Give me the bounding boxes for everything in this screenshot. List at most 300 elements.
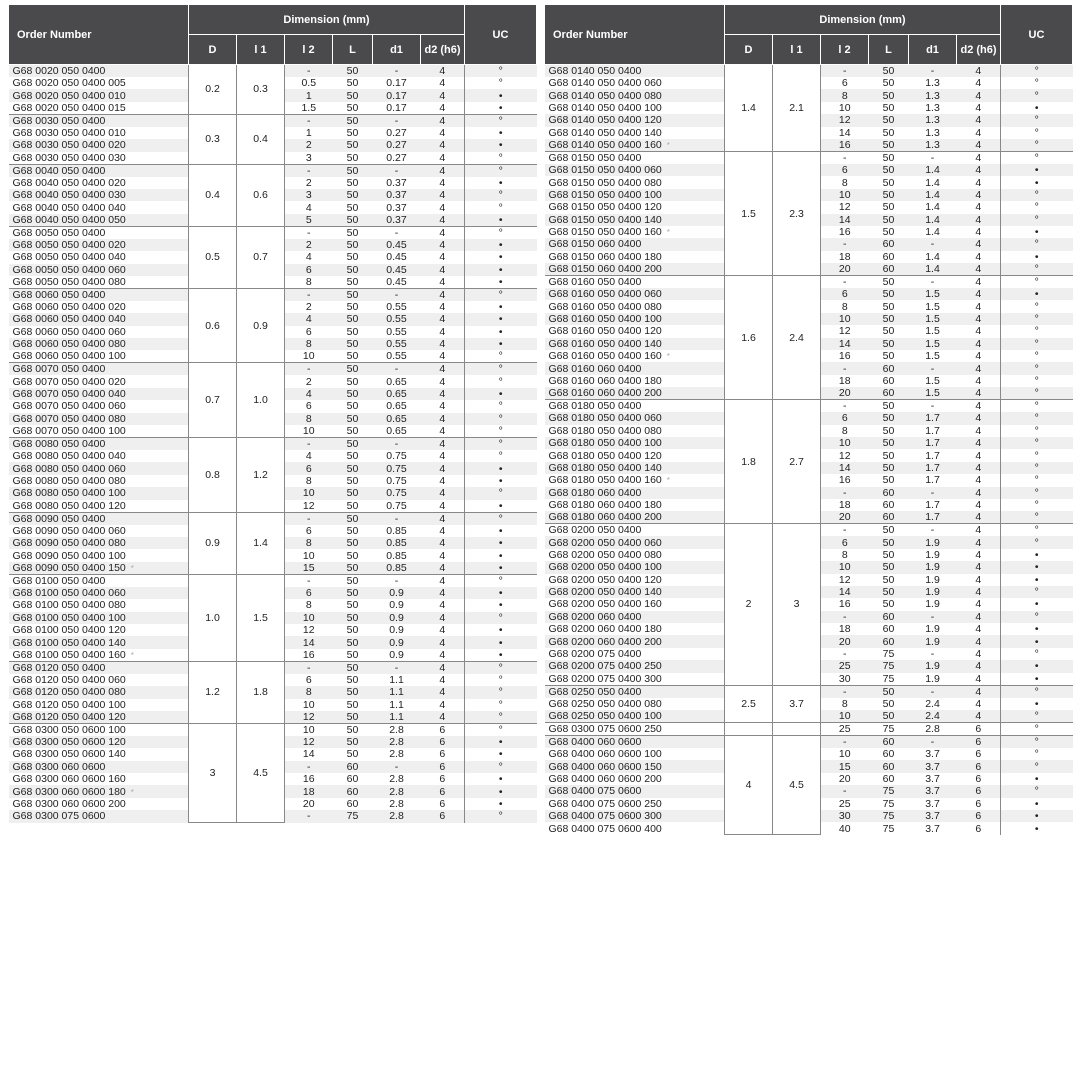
d1-cell: 0.9 bbox=[373, 612, 421, 624]
d1-cell: 1.5 bbox=[909, 350, 957, 362]
table-row bbox=[9, 438, 537, 451]
order-number: G68 0090 050 0400 150 bbox=[12, 561, 126, 574]
d1-cell: 0.9 bbox=[373, 636, 421, 648]
l2-cell: 0.5 bbox=[285, 77, 333, 89]
d1-cell: 1.5 bbox=[909, 288, 957, 300]
uc-cell: • bbox=[465, 773, 537, 785]
l2-cell: - bbox=[821, 685, 869, 698]
order-number: G68 0160 060 0400 bbox=[548, 362, 642, 375]
uc-cell: ° bbox=[465, 413, 537, 425]
l2-cell: 18 bbox=[285, 785, 333, 797]
order-number-cell bbox=[9, 239, 189, 251]
d1-cell: 0.75 bbox=[373, 462, 421, 474]
l2-cell: 15 bbox=[285, 562, 333, 575]
l2-cell: 6 bbox=[821, 77, 869, 89]
length-cell: 50 bbox=[333, 413, 373, 425]
uc-cell: ° bbox=[1001, 114, 1073, 126]
d1-cell: 1.5 bbox=[909, 338, 957, 350]
d1-cell: 1.7 bbox=[909, 449, 957, 461]
uc-cell: • bbox=[1001, 288, 1073, 300]
order-number-cell bbox=[9, 301, 189, 313]
length-cell: 50 bbox=[869, 214, 909, 226]
uc-cell: ° bbox=[1001, 437, 1073, 449]
d2-cell: 4 bbox=[957, 524, 1001, 537]
length-cell: 50 bbox=[869, 189, 909, 201]
uc-cell: ° bbox=[465, 363, 537, 376]
order-number-cell bbox=[9, 574, 189, 587]
table-row bbox=[545, 736, 1073, 749]
d2-cell: 4 bbox=[957, 499, 1001, 511]
length-cell: 50 bbox=[333, 574, 373, 587]
d2-cell: 4 bbox=[421, 674, 465, 686]
l2-cell: 30 bbox=[821, 810, 869, 822]
uc-cell: • bbox=[465, 177, 537, 189]
length-cell: 50 bbox=[869, 276, 909, 289]
length-cell: 50 bbox=[333, 475, 373, 487]
uc-cell: • bbox=[465, 525, 537, 537]
length-cell: 50 bbox=[333, 114, 373, 127]
d1-cell: 2.8 bbox=[373, 773, 421, 785]
order-number-cell bbox=[9, 810, 189, 822]
d2-cell: 4 bbox=[421, 89, 465, 101]
d1-cell: - bbox=[909, 362, 957, 374]
d2-cell: 4 bbox=[421, 388, 465, 400]
d1-cell: 0.27 bbox=[373, 139, 421, 151]
order-number: G68 0200 075 0400 300 bbox=[548, 672, 662, 685]
d2-cell: 4 bbox=[421, 400, 465, 412]
l2-cell: 14 bbox=[821, 586, 869, 598]
d1-cell: 1.7 bbox=[909, 511, 957, 524]
uc-cell: • bbox=[465, 102, 537, 115]
l1-cell: 4.5 bbox=[237, 723, 285, 822]
order-number: G68 0080 050 0400 120 bbox=[12, 499, 126, 512]
d2-cell: 6 bbox=[957, 822, 1001, 834]
length-cell: 60 bbox=[869, 736, 909, 749]
d1-cell: 2.8 bbox=[373, 723, 421, 736]
order-number-cell bbox=[545, 673, 725, 686]
order-number: G68 0040 050 0400 050 bbox=[12, 213, 126, 226]
d1-cell: - bbox=[373, 226, 421, 239]
uc-cell: ° bbox=[1001, 760, 1073, 772]
header-uc: UC bbox=[1001, 5, 1073, 65]
star-marker: * bbox=[130, 650, 134, 660]
length-cell: 75 bbox=[869, 648, 909, 660]
length-cell: 50 bbox=[869, 325, 909, 337]
l2-cell: - bbox=[285, 288, 333, 301]
d2-cell: 4 bbox=[957, 176, 1001, 188]
d2-cell: 4 bbox=[957, 673, 1001, 686]
l2-cell: 4 bbox=[285, 313, 333, 325]
l2-cell: 12 bbox=[821, 201, 869, 213]
l2-cell: 16 bbox=[821, 474, 869, 486]
order-number-cell bbox=[9, 326, 189, 338]
diameter-cell: 0.5 bbox=[189, 226, 237, 288]
order-number-cell bbox=[9, 313, 189, 325]
l2-cell: 8 bbox=[285, 338, 333, 350]
uc-cell: ° bbox=[1001, 400, 1073, 413]
d2-cell: 4 bbox=[421, 350, 465, 363]
d1-cell: - bbox=[909, 400, 957, 413]
order-number-cell bbox=[545, 288, 725, 300]
length-cell: 60 bbox=[869, 362, 909, 374]
length-cell: 50 bbox=[869, 313, 909, 325]
order-number-cell bbox=[9, 350, 189, 363]
l2-cell: 10 bbox=[821, 710, 869, 723]
diameter-cell: 0.3 bbox=[189, 114, 237, 164]
d2-cell: 4 bbox=[957, 487, 1001, 499]
d1-cell: 1.7 bbox=[909, 499, 957, 511]
d1-cell: 2.8 bbox=[373, 798, 421, 810]
l2-cell: 10 bbox=[285, 699, 333, 711]
d1-cell: - bbox=[909, 648, 957, 660]
order-number-cell bbox=[9, 487, 189, 499]
uc-cell: • bbox=[465, 748, 537, 760]
d2-cell: 6 bbox=[957, 736, 1001, 749]
d1-cell: 1.4 bbox=[909, 226, 957, 238]
length-cell: 50 bbox=[869, 437, 909, 449]
d1-cell: - bbox=[373, 661, 421, 674]
d1-cell: 1.7 bbox=[909, 412, 957, 424]
order-number-cell bbox=[545, 412, 725, 424]
order-number-cell bbox=[545, 226, 725, 238]
d1-cell: 1.3 bbox=[909, 89, 957, 101]
length-cell: 50 bbox=[333, 201, 373, 213]
l2-cell: 16 bbox=[285, 649, 333, 662]
order-number-cell bbox=[545, 487, 725, 499]
uc-cell: ° bbox=[1001, 151, 1073, 164]
d1-cell: 0.37 bbox=[373, 177, 421, 189]
l2-cell: 12 bbox=[285, 624, 333, 636]
order-number: G68 0070 050 0400 060 bbox=[12, 400, 126, 413]
order-number-cell bbox=[545, 300, 725, 312]
order-number: G68 0160 050 0400 120 bbox=[548, 325, 662, 338]
order-number-cell bbox=[545, 338, 725, 350]
length-cell: 50 bbox=[869, 102, 909, 114]
length-cell: 50 bbox=[333, 65, 373, 78]
d1-cell: 1.5 bbox=[909, 300, 957, 312]
order-number-cell bbox=[545, 635, 725, 647]
d2-cell: 4 bbox=[957, 623, 1001, 635]
d2-cell: 6 bbox=[421, 798, 465, 810]
uc-cell: ° bbox=[1001, 511, 1073, 524]
d2-cell: 4 bbox=[421, 475, 465, 487]
uc-cell: ° bbox=[465, 189, 537, 201]
d1-cell: - bbox=[373, 65, 421, 78]
uc-cell: • bbox=[465, 462, 537, 474]
l2-cell: 6 bbox=[285, 326, 333, 338]
d2-cell: 4 bbox=[957, 536, 1001, 548]
order-number-cell bbox=[9, 338, 189, 350]
order-number-cell bbox=[545, 139, 725, 152]
order-number: G68 0030 050 0400 bbox=[12, 114, 106, 127]
l2-cell: 14 bbox=[821, 127, 869, 139]
d2-cell: 4 bbox=[957, 102, 1001, 114]
d1-cell: 1.9 bbox=[909, 561, 957, 573]
length-cell: 50 bbox=[333, 537, 373, 549]
length-cell: 50 bbox=[333, 512, 373, 525]
d2-cell: 4 bbox=[957, 251, 1001, 263]
length-cell: 50 bbox=[333, 214, 373, 227]
l2-cell: - bbox=[285, 512, 333, 525]
d2-cell: 4 bbox=[421, 201, 465, 213]
d2-cell: 4 bbox=[421, 462, 465, 474]
order-number: G68 0020 050 0400 005 bbox=[12, 77, 126, 90]
d1-cell: 3.7 bbox=[909, 798, 957, 810]
d2-cell: 4 bbox=[421, 189, 465, 201]
d1-cell: 1.9 bbox=[909, 536, 957, 548]
order-number: G68 0200 075 0400 bbox=[548, 648, 642, 661]
order-number: G68 0150 050 0400 120 bbox=[548, 201, 662, 214]
length-cell: 50 bbox=[869, 586, 909, 598]
uc-cell: ° bbox=[465, 114, 537, 127]
l2-cell: 10 bbox=[285, 425, 333, 438]
order-number-cell bbox=[545, 449, 725, 461]
l2-cell: - bbox=[285, 574, 333, 587]
uc-cell: ° bbox=[1001, 487, 1073, 499]
table-row bbox=[9, 574, 537, 587]
length-cell: 50 bbox=[333, 388, 373, 400]
star-marker: * bbox=[130, 787, 134, 797]
length-cell: 50 bbox=[333, 350, 373, 363]
length-cell: 60 bbox=[333, 798, 373, 810]
d2-cell: 6 bbox=[957, 785, 1001, 797]
order-number-cell bbox=[545, 611, 725, 623]
l2-cell: 8 bbox=[821, 176, 869, 188]
order-number: G68 0100 050 0400 160 bbox=[12, 648, 126, 661]
order-number-cell bbox=[9, 251, 189, 263]
length-cell: 50 bbox=[333, 89, 373, 101]
order-number-cell bbox=[9, 375, 189, 387]
order-number: G68 0030 050 0400 020 bbox=[12, 139, 126, 152]
d2-cell: 4 bbox=[421, 649, 465, 662]
length-cell: 75 bbox=[869, 785, 909, 797]
l2-cell: 20 bbox=[821, 387, 869, 400]
order-number: G68 0140 050 0400 060 bbox=[548, 77, 662, 90]
d1-cell: 1.5 bbox=[909, 325, 957, 337]
uc-cell: • bbox=[465, 537, 537, 549]
uc-cell: ° bbox=[465, 226, 537, 239]
length-cell: 50 bbox=[869, 685, 909, 698]
uc-cell: ° bbox=[1001, 375, 1073, 387]
uc-cell: ° bbox=[465, 288, 537, 301]
l2-cell: 8 bbox=[285, 537, 333, 549]
d1-cell: 1.4 bbox=[909, 214, 957, 226]
l2-cell: - bbox=[821, 238, 869, 250]
order-number-cell bbox=[545, 238, 725, 250]
d1-cell: 1.9 bbox=[909, 598, 957, 610]
l2-cell: - bbox=[285, 226, 333, 239]
l2-cell: 2 bbox=[285, 177, 333, 189]
length-cell: 50 bbox=[333, 661, 373, 674]
order-number-cell bbox=[9, 549, 189, 561]
d1-cell: 1.9 bbox=[909, 623, 957, 635]
length-cell: 50 bbox=[333, 425, 373, 438]
order-number-cell bbox=[545, 549, 725, 561]
d2-cell: 4 bbox=[421, 288, 465, 301]
order-number-cell bbox=[545, 437, 725, 449]
l2-cell: 6 bbox=[821, 288, 869, 300]
l1-cell bbox=[773, 723, 821, 736]
l1-cell: 2.1 bbox=[773, 65, 821, 152]
order-number: G68 0140 050 0400 100 bbox=[548, 101, 662, 114]
l2-cell: 12 bbox=[285, 500, 333, 513]
d1-cell: 0.55 bbox=[373, 338, 421, 350]
l2-cell: 8 bbox=[285, 686, 333, 698]
uc-cell: • bbox=[1001, 635, 1073, 647]
d2-cell: 6 bbox=[957, 760, 1001, 772]
l2-cell: - bbox=[821, 151, 869, 164]
l2-cell: 2 bbox=[285, 239, 333, 251]
uc-cell: • bbox=[465, 636, 537, 648]
order-number: G68 0150 050 0400 080 bbox=[548, 176, 662, 189]
length-cell: 50 bbox=[869, 288, 909, 300]
order-number: G68 0400 075 0600 400 bbox=[548, 822, 662, 835]
order-number: G68 0300 060 0600 200 bbox=[12, 798, 126, 811]
order-number-cell bbox=[545, 623, 725, 635]
d1-cell: 0.9 bbox=[373, 599, 421, 611]
order-number-cell bbox=[9, 388, 189, 400]
header-order-number: Order Number bbox=[9, 5, 189, 65]
d1-cell: 1.9 bbox=[909, 635, 957, 647]
l2-cell: 20 bbox=[821, 635, 869, 647]
l2-cell: 15 bbox=[821, 760, 869, 772]
uc-cell: ° bbox=[1001, 313, 1073, 325]
order-number: G68 0160 060 0400 180 bbox=[548, 375, 662, 387]
length-cell: 50 bbox=[333, 189, 373, 201]
d2-cell: 4 bbox=[957, 685, 1001, 698]
uc-cell: ° bbox=[465, 77, 537, 89]
l2-cell: 14 bbox=[821, 462, 869, 474]
d1-cell: 0.45 bbox=[373, 276, 421, 289]
l2-cell: 6 bbox=[285, 264, 333, 276]
order-number: G68 0050 050 0400 bbox=[12, 226, 106, 239]
uc-cell: ° bbox=[1001, 536, 1073, 548]
uc-cell: ° bbox=[1001, 127, 1073, 139]
order-number: G68 0160 050 0400 140 bbox=[548, 337, 662, 350]
d1-cell: 1.4 bbox=[909, 176, 957, 188]
order-number-cell bbox=[9, 500, 189, 513]
uc-cell: • bbox=[465, 624, 537, 636]
uc-cell: ° bbox=[1001, 214, 1073, 226]
order-number-cell bbox=[545, 151, 725, 164]
d1-cell: 2.8 bbox=[373, 748, 421, 760]
l2-cell: 20 bbox=[821, 773, 869, 785]
d1-cell: 0.37 bbox=[373, 214, 421, 227]
order-number-cell bbox=[9, 636, 189, 648]
uc-cell: ° bbox=[1001, 474, 1073, 486]
d2-cell: 6 bbox=[957, 810, 1001, 822]
order-number: G68 0200 050 0400 120 bbox=[548, 573, 662, 586]
header-d2: d2 (h6) bbox=[421, 35, 465, 65]
d1-cell: 0.9 bbox=[373, 624, 421, 636]
length-cell: 50 bbox=[333, 525, 373, 537]
order-number-cell bbox=[9, 114, 189, 127]
length-cell: 50 bbox=[333, 164, 373, 177]
header-dimension: Dimension (mm) bbox=[189, 5, 465, 35]
uc-cell: ° bbox=[1001, 189, 1073, 201]
table-row bbox=[545, 65, 1073, 78]
diameter-cell: 4 bbox=[725, 736, 773, 835]
order-number: G68 0200 060 0400 bbox=[548, 610, 642, 623]
length-cell: 50 bbox=[333, 226, 373, 239]
length-cell: 60 bbox=[869, 760, 909, 772]
d1-cell: 2.4 bbox=[909, 710, 957, 723]
uc-cell: • bbox=[465, 276, 537, 289]
header-l2: l 2 bbox=[285, 35, 333, 65]
d1-cell: 1.1 bbox=[373, 674, 421, 686]
uc-cell: • bbox=[465, 649, 537, 662]
d1-cell: 0.85 bbox=[373, 537, 421, 549]
l1-cell: 1.5 bbox=[237, 574, 285, 661]
length-cell: 50 bbox=[869, 201, 909, 213]
l2-cell: 16 bbox=[821, 139, 869, 152]
header-d: D bbox=[725, 35, 773, 65]
order-number-cell bbox=[9, 264, 189, 276]
l2-cell: 1 bbox=[285, 127, 333, 139]
uc-cell: • bbox=[465, 127, 537, 139]
header-l2: l 2 bbox=[821, 35, 869, 65]
length-cell: 50 bbox=[333, 400, 373, 412]
uc-cell: • bbox=[465, 251, 537, 263]
order-number: G68 0150 060 0400 180 bbox=[548, 250, 662, 263]
d1-cell: 0.75 bbox=[373, 475, 421, 487]
length-cell: 50 bbox=[333, 462, 373, 474]
d2-cell: 4 bbox=[421, 562, 465, 575]
d1-cell: 0.27 bbox=[373, 152, 421, 165]
l1-cell: 3 bbox=[773, 524, 821, 685]
l2-cell: 10 bbox=[285, 350, 333, 363]
length-cell: 50 bbox=[869, 151, 909, 164]
l2-cell: - bbox=[285, 661, 333, 674]
l2-cell: 25 bbox=[821, 723, 869, 736]
d1-cell: 1.1 bbox=[373, 711, 421, 724]
uc-cell: • bbox=[1001, 102, 1073, 114]
order-number: G68 0150 050 0400 060 bbox=[548, 164, 662, 177]
length-cell: 50 bbox=[333, 338, 373, 350]
l2-cell: 14 bbox=[285, 636, 333, 648]
star-marker: * bbox=[130, 563, 134, 573]
order-number-cell bbox=[545, 760, 725, 772]
d2-cell: 4 bbox=[421, 251, 465, 263]
l2-cell: 12 bbox=[821, 325, 869, 337]
l1-cell: 3.7 bbox=[773, 685, 821, 722]
order-number-cell bbox=[545, 685, 725, 698]
d2-cell: 4 bbox=[421, 636, 465, 648]
d2-cell: 4 bbox=[421, 77, 465, 89]
order-number-cell bbox=[545, 474, 725, 486]
d2-cell: 4 bbox=[957, 648, 1001, 660]
d1-cell: 1.9 bbox=[909, 574, 957, 586]
l2-cell: - bbox=[821, 611, 869, 623]
table-row bbox=[9, 288, 537, 301]
order-number-cell bbox=[545, 710, 725, 723]
length-cell: 50 bbox=[333, 288, 373, 301]
order-number-cell bbox=[9, 189, 189, 201]
uc-cell: • bbox=[465, 139, 537, 151]
l2-cell: 16 bbox=[821, 598, 869, 610]
d1-cell: 1.7 bbox=[909, 474, 957, 486]
d1-cell: 0.45 bbox=[373, 264, 421, 276]
length-cell: 50 bbox=[869, 710, 909, 723]
diameter-cell bbox=[725, 723, 773, 736]
order-number: G68 0180 060 0400 bbox=[548, 486, 642, 499]
d1-cell: 1.3 bbox=[909, 139, 957, 152]
uc-cell: ° bbox=[1001, 276, 1073, 289]
d2-cell: 4 bbox=[421, 114, 465, 127]
order-number: G68 0150 050 0400 140 bbox=[548, 213, 662, 226]
length-cell: 60 bbox=[869, 375, 909, 387]
uc-cell: ° bbox=[465, 723, 537, 736]
